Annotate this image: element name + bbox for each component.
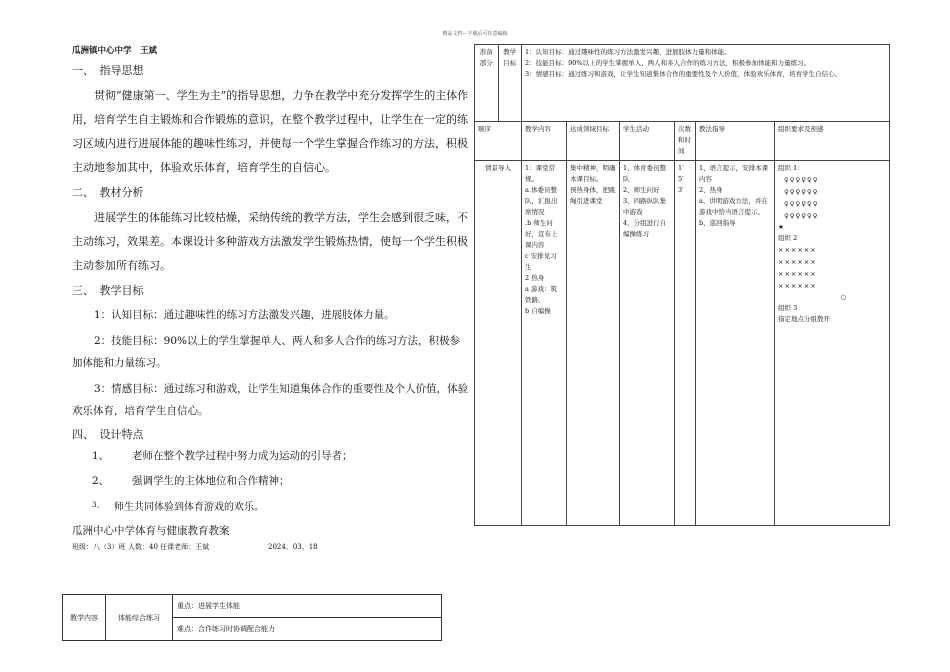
org1-label: 组织 1：	[778, 164, 804, 172]
row-activity: 1、体育委员整队 2、师生问好 3、四路纵队集中游戏 4、分组进行自编操练习	[620, 161, 675, 526]
goal-item-1: 1：认知目标：通过趣味性的练习方法激发兴趣，进展肢体力量和体能。	[525, 48, 731, 56]
feature-3-text: 师生共同体验到体育游戏的欢乐。	[114, 502, 264, 513]
header-method: 教法指导	[696, 122, 775, 161]
header-times: 次数和时间	[675, 122, 696, 161]
row-content: 1：课堂常规。 a.体委员整队，汇报出席情况 .b 师生问好，宣布上课内容 c 安排见习生 2 热身 a 游戏：筑铁路。 b 自编操	[522, 161, 567, 526]
feature-2-text: 强调学生的主体地位和合作精神；	[132, 475, 290, 487]
feature-3-number: 3、	[92, 501, 104, 509]
prep-section-label: 准备部分	[475, 45, 499, 122]
org2-label: 组织 2	[778, 234, 798, 242]
plan-content-table	[62, 594, 442, 641]
row-domain: 集中精神，明确本课目标。 预热身体，把跳绳引进课堂	[567, 161, 620, 526]
feature-3	[92, 498, 470, 513]
feature-1	[92, 448, 470, 463]
header-organization: 组织要求及预感	[775, 122, 890, 161]
goal-item-3: 3：情感目标：通过练习和游戏，让学生知道集体合作的重要性及个人价值，体验欢乐体育，培育学生自信心。	[525, 70, 842, 78]
teacher-star-icon: ★	[778, 223, 784, 231]
plan-date: 2024、03、18	[268, 543, 318, 551]
class-label: 班级：八（3）班	[72, 543, 126, 551]
author-line: 瓜洲镇中心中学 王斌	[72, 46, 158, 56]
feature-1-number: 1、	[92, 450, 110, 462]
feature-2	[92, 473, 470, 488]
section-2-title: 二、 教材分析	[72, 186, 144, 199]
feature-2-number: 2、	[92, 475, 110, 487]
row-order: 情景导入	[475, 161, 522, 526]
row-organization	[775, 161, 890, 526]
section-2-text: 进展学生的体能练习比较枯燥，采纳传统的教学方法，学生会感到很乏味，不主动练习，效果差。本课设计多种游戏方法激发学生锻炼热情，使每一个学生积极主动参加所有练习。	[72, 211, 468, 272]
row-method: 1、语言提示，安排本课内容 2、热身 a、讲明游戏方法，并在游戏中恰当语言提示。 b、巡回指导	[696, 161, 775, 526]
header-domain: 达成领域目标	[567, 122, 620, 161]
org3-text: 指定地点分组散开	[778, 315, 830, 323]
section-3-title: 三、 教学目标	[72, 284, 144, 297]
org3-label: 组织 3	[778, 304, 798, 312]
student-count: 人数：40 任课老师：王斌	[128, 543, 210, 551]
left-column	[62, 44, 470, 556]
difficulty-cell: 难点：合作练习时协调配合能力	[173, 618, 442, 641]
section-1-text: 贯彻“健康第一、学生为主”的指导思想，力争在教学中充分发挥学生的主体作用，培育学生自主锻炼和合作锻炼的意识，在整个教学过程中，让学生在一定的练习区域内进行进展体能的趣味性练习，并使每一个学生掌握合作练习的方法，积极主动地参加其中，体验欢乐体育，培育学生的自信心。	[72, 89, 469, 174]
content-value: 体能综合练习	[106, 595, 173, 641]
org1-formation: ♀♀♀♀♀♀ ♀♀♀♀♀♀ ♀♀♀♀♀♀ ♀♀♀♀♀♀	[784, 176, 819, 220]
focus-cell: 重点：进展学生体能	[173, 595, 442, 618]
header-content: 教学内容	[522, 122, 567, 161]
class-info-line	[72, 542, 470, 552]
goal-item-2: 2：技能目标：90%以上的学生掌握单人、两人和多人合作的练习方法，积极参加体能和力量练习。	[525, 59, 811, 67]
org2-formation: ×××××× ×××××× ×××××× ××××××	[778, 246, 817, 290]
content-label: 教学内容	[63, 595, 106, 641]
circle-icon: ○	[840, 293, 846, 301]
page-header: 精品文档---下载后可任意编辑	[442, 31, 508, 37]
section-1-title: 一、 指导思想	[72, 64, 144, 77]
goal-label: 教学目标	[498, 45, 522, 122]
goal-2: 2：技能目标：90%以上的学生掌握单人、两人和多人合作的练习方法，积极参加体能和力量练习。	[72, 335, 461, 369]
goal-1: 1：认知目标：通过趣味性的练习方法激发兴趣，进展肢体力量。	[94, 309, 395, 321]
goal-3: 3：情感目标：通过练习和游戏，让学生知道集体合作的重要性及个人价值，体验欢乐体育，培育学生自信心。	[72, 383, 469, 417]
lesson-plan-table	[474, 44, 890, 526]
section-4-title: 四、 设计特点	[72, 428, 144, 441]
goals-cell	[522, 45, 890, 122]
header-order: 顺序	[475, 122, 522, 161]
plan-title: 瓜洲中心中学体育与健康教育教案	[72, 525, 230, 537]
feature-1-text: 老师在整个教学过程中努力成为运动的引导者；	[132, 450, 353, 462]
header-activity: 学生活动	[620, 122, 675, 161]
row-times: 1′ 5′ 3′	[675, 161, 696, 526]
